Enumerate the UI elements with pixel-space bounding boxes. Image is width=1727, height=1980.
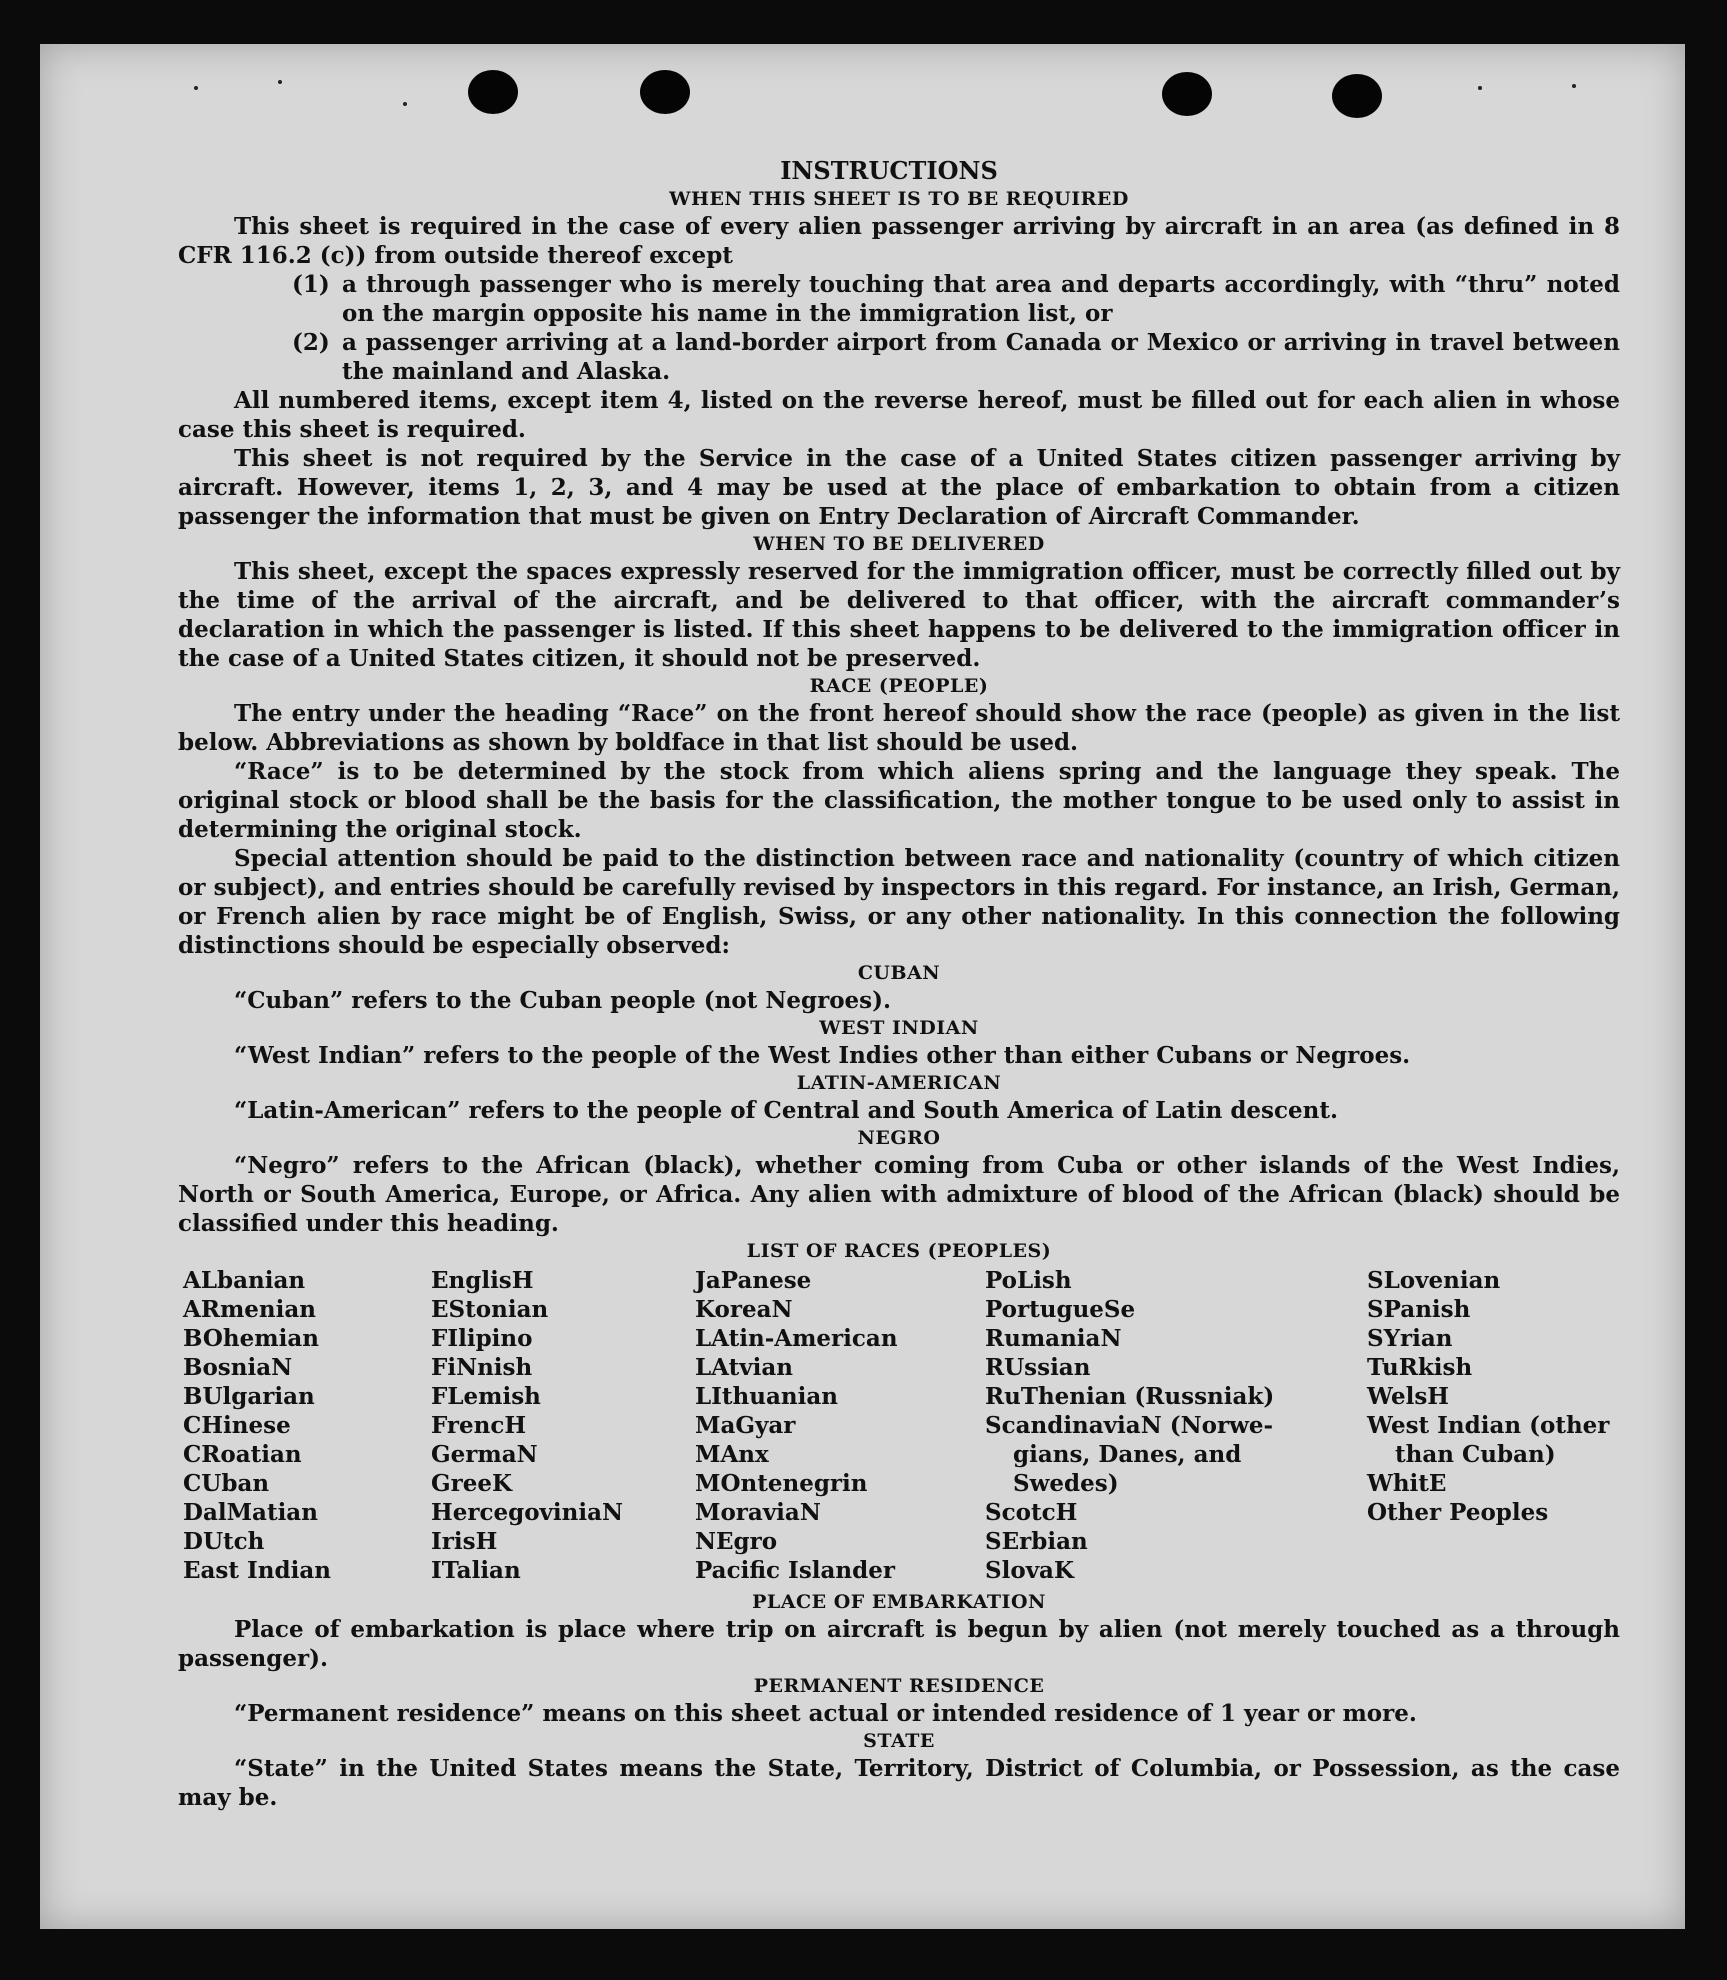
race-entry: FrencH	[431, 1412, 527, 1439]
residence-definition: “Permanent residence” means on this sheet actual or intended residence of 1 year or more.	[234, 1700, 1417, 1727]
race-entry: SLovenian	[1367, 1267, 1501, 1294]
race-entry: HercegoviniaN	[431, 1499, 624, 1526]
item-number: (1)	[292, 271, 330, 298]
races-column	[183, 1266, 431, 1585]
race-entry: LAtvian	[695, 1354, 793, 1381]
race-entry: West Indian (other	[1367, 1412, 1610, 1439]
race-entry: BosniaN	[183, 1354, 293, 1381]
race-entry: Swedes)	[1013, 1470, 1119, 1497]
race-entry: FiNnish	[431, 1354, 533, 1381]
races-column	[1367, 1266, 1625, 1585]
race-entry: FIlipino	[431, 1325, 533, 1352]
dust-speck	[1478, 86, 1482, 90]
race-entry: DUtch	[183, 1528, 265, 1555]
race-entry: GreeK	[431, 1470, 513, 1497]
punch-hole	[640, 70, 690, 114]
race-entry: ALbanian	[183, 1267, 306, 1294]
item-text: a passenger arriving at a land-border airport from Canada or Mexico or arriving in travel between the mainland and Alaska.	[342, 329, 1620, 385]
race-entry: Other Peoples	[1367, 1499, 1549, 1526]
race-entry: gians, Danes, and	[1013, 1441, 1242, 1468]
embarkation-paragraph: Place of embarkation is place where trip on aircraft is begun by alien (not merely touched as a through passenger).	[178, 1616, 1620, 1672]
heading-list-of-races: LIST OF RACES (PEOPLES)	[746, 1240, 1052, 1262]
punch-hole	[468, 70, 518, 114]
document-sheet	[40, 44, 1685, 1929]
race-entry: BOhemian	[183, 1325, 319, 1352]
race-entry: SPanish	[1367, 1296, 1471, 1323]
race-entry: East Indian	[183, 1557, 331, 1584]
race-entry: WelsH	[1367, 1383, 1450, 1410]
race-entry: CUban	[183, 1470, 270, 1497]
race-entry: Pacific Islander	[695, 1557, 895, 1584]
race-entry: than Cuban)	[1395, 1441, 1556, 1468]
item-number: (2)	[292, 329, 330, 356]
race-entry: MaGyar	[695, 1412, 796, 1439]
heading-permanent-residence: PERMANENT RESIDENCE	[753, 1675, 1045, 1697]
west-indian-definition: “West Indian” refers to the people of the West Indies other than either Cubans or Negroes.	[234, 1042, 1411, 1069]
race-entry: FLemish	[431, 1383, 541, 1410]
race-paragraph: “Race” is to be determined by the stock from which aliens spring and the language they speak. The original stock or blood shall be the basis for the classification, the mother tongue to be used only to assist in determining the original stock.	[178, 758, 1620, 843]
race-entry: PortugueSe	[985, 1296, 1136, 1323]
race-entry: JaPanese	[695, 1267, 812, 1294]
dust-speck	[1572, 84, 1576, 88]
heading-state: STATE	[863, 1730, 935, 1752]
dust-speck	[278, 80, 282, 84]
race-entry: PoLish	[985, 1267, 1072, 1294]
numbered-items-paragraph: All numbered items, except item 4, listed on the reverse hereof, must be filled out for each alien in whose case this sheet is required.	[178, 387, 1620, 443]
race-entry: IrisH	[431, 1528, 498, 1555]
race-entry: MOntenegrin	[695, 1470, 868, 1497]
race-paragraph: The entry under the heading “Race” on the front hereof should show the race (people) as given in the list below. Abbreviations as shown by boldface in that list should be used.	[178, 700, 1620, 756]
race-paragraph: Special attention should be paid to the distinction between race and nationality (country of which citizen or subject), and entries should be carefully revised by inspectors in this regard. For instance, an Irish, German, or French alien by race might be of English, Swiss, or any other nationality. In this connection the following distinctions should be especially observed:	[178, 845, 1620, 959]
latin-american-definition: “Latin-American” refers to the people of Central and South America of Latin descent.	[234, 1097, 1338, 1124]
heading-west-indian: WEST INDIAN	[819, 1017, 979, 1039]
heading-latin-american: LATIN-AMERICAN	[796, 1072, 1002, 1094]
citizen-paragraph: This sheet is not required by the Service in the case of a United States citizen passenger arriving by aircraft. However, items 1, 2, 3, and 4 may be used at the place of embarkation to obtain from a citizen passenger the information that must be given on Entry Declaration of Aircraft Commander.	[178, 445, 1620, 530]
race-entry: CRoatian	[183, 1441, 302, 1468]
heading-cuban: CUBAN	[857, 962, 941, 984]
delivery-paragraph: This sheet, except the spaces expressly reserved for the immigration officer, must be correctly filled out by the time of the arrival of the aircraft, and be delivered to that officer, with the aircraft commander’s declaration in which the passenger is listed. If this sheet happens to be delivered to the immigration officer in the case of a United States citizen, it should not be preserved.	[178, 558, 1620, 672]
race-entry: WhitE	[1367, 1470, 1447, 1497]
race-entry: LIthuanian	[695, 1383, 838, 1410]
race-entry: ScandinaviaN (Norwe-	[985, 1412, 1274, 1439]
race-entry: EStonian	[431, 1296, 549, 1323]
race-entry: TuRkish	[1367, 1354, 1473, 1381]
instructions-content	[178, 156, 1620, 1812]
heading-when-delivered: WHEN TO BE DELIVERED	[753, 533, 1045, 555]
race-entry: KoreaN	[695, 1296, 793, 1323]
cuban-definition: “Cuban” refers to the Cuban people (not Negroes).	[234, 987, 892, 1014]
races-column	[985, 1266, 1367, 1585]
race-entry: MoraviaN	[695, 1499, 821, 1526]
exception-item	[292, 270, 1620, 328]
race-entry: NEgro	[695, 1528, 778, 1555]
dust-speck	[403, 102, 407, 106]
intro-paragraph: This sheet is required in the case of every alien passenger arriving by aircraft in an area (as defined in 8 CFR 116.2 (c)) from outside thereof except	[178, 213, 1620, 269]
heading-embarkation: PLACE OF EMBARKATION	[752, 1591, 1046, 1613]
negro-definition: “Negro” refers to the African (black), whether coming from Cuba or other islands of the West Indies, North or South America, Europe, or Africa. Any alien with admixture of blood of the African (black) should be classified under this heading.	[178, 1152, 1620, 1237]
page-title: INSTRUCTIONS	[780, 156, 998, 185]
race-entry: MAnx	[695, 1441, 769, 1468]
race-entry: LAtin-American	[695, 1325, 898, 1352]
race-entry: ITalian	[431, 1557, 521, 1584]
state-paragraph: “State” in the United States means the State, Territory, District of Columbia, or Possession, as the case may be.	[178, 1755, 1620, 1811]
item-text: a through passenger who is merely touching that area and departs accordingly, with “thru” noted on the margin opposite his name in the immigration list, or	[342, 271, 1620, 327]
races-column	[431, 1266, 695, 1585]
race-entry: ARmenian	[183, 1296, 317, 1323]
dust-speck	[194, 86, 198, 90]
race-entry: RuThenian (Russniak)	[985, 1383, 1275, 1410]
exception-item	[292, 328, 1620, 386]
race-entry: SYrian	[1367, 1325, 1453, 1352]
race-entry: SlovaK	[985, 1557, 1074, 1584]
heading-race: RACE (PEOPLE)	[809, 675, 989, 697]
race-entry: ScotcH	[985, 1499, 1078, 1526]
race-entry: GermaN	[431, 1441, 538, 1468]
race-entry: BUlgarian	[183, 1383, 315, 1410]
punch-hole	[1332, 74, 1382, 118]
race-entry: RumaniaN	[985, 1325, 1122, 1352]
races-list	[183, 1266, 1620, 1585]
race-entry: SErbian	[985, 1528, 1088, 1555]
race-entry: CHinese	[183, 1412, 291, 1439]
race-entry: DalMatian	[183, 1499, 318, 1526]
races-column	[695, 1266, 985, 1585]
race-entry: RUssian	[985, 1354, 1091, 1381]
heading-when-required: WHEN THIS SHEET IS TO BE REQUIRED	[669, 188, 1129, 210]
punch-hole	[1162, 72, 1212, 116]
heading-negro: NEGRO	[857, 1127, 941, 1149]
race-entry: EnglisH	[431, 1267, 534, 1294]
